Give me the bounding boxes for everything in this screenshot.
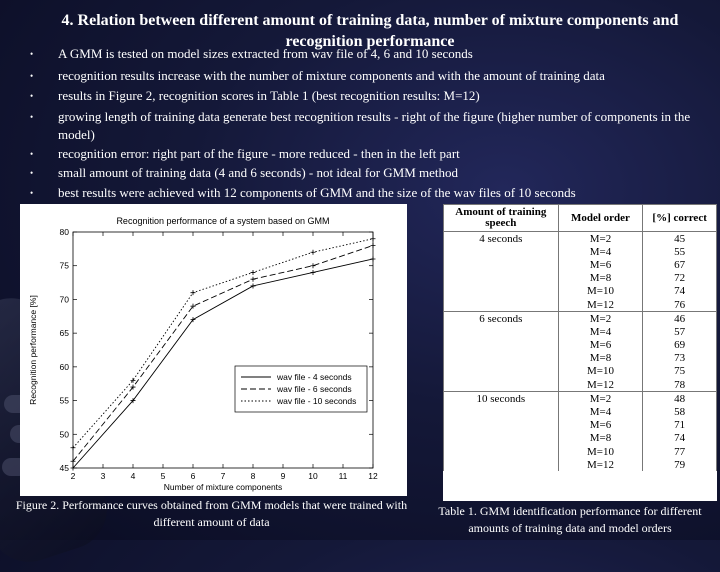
column-header-percent-correct: [%] correct [643, 205, 717, 232]
cell-training-amount: 4 seconds [444, 232, 559, 246]
cell-training-amount [444, 445, 559, 458]
cell-model-order: M=10 [558, 445, 643, 458]
table-row [444, 352, 717, 365]
cell-training-amount: 6 seconds [444, 312, 559, 326]
table-row [444, 245, 717, 258]
cell-model-order: M=6 [558, 339, 643, 352]
bullet-dot: • [30, 91, 34, 101]
x-tick-label: 6 [190, 471, 196, 481]
cell-training-amount [444, 339, 559, 352]
cell-training-amount [444, 258, 559, 271]
cell-model-order: M=8 [558, 272, 643, 285]
plot-frame [73, 232, 373, 468]
cell-model-order: M=6 [558, 258, 643, 271]
cell-model-order: M=2 [558, 392, 643, 406]
table-row [444, 339, 717, 352]
y-tick-label: 45 [59, 463, 69, 473]
bullet-item [28, 145, 460, 163]
bullet-dot: • [30, 188, 34, 198]
cell-model-order: M=12 [558, 298, 643, 312]
legend-label: wav file - 10 seconds [277, 396, 357, 406]
table-row [444, 405, 717, 418]
bullet-dot: • [30, 49, 34, 59]
table-row [444, 392, 717, 406]
cell-model-order: M=8 [558, 432, 643, 445]
bullet-text: best results were achieved with 12 components of GMM and the size of the wav files of 10 seconds [58, 185, 576, 200]
chart-title: Recognition performance of a system based on GMM [116, 216, 330, 226]
bullet-text: recognition error: right part of the figure - more reduced - then in the left part [58, 146, 460, 161]
x-tick-label: 3 [100, 471, 106, 481]
table-caption: Table 1. GMM identification performance for different amounts of training data and model orders [438, 504, 702, 535]
table-row [444, 258, 717, 271]
cell-training-amount [444, 352, 559, 365]
cell-model-order: M=10 [558, 365, 643, 378]
cell-training-amount [444, 365, 559, 378]
bullet-text: small amount of training data (4 and 6 seconds) - not ideal for GMM method [58, 165, 459, 180]
cell-model-order: M=4 [558, 325, 643, 338]
cell-percent-correct: 46 [643, 312, 717, 326]
x-tick-label: 5 [160, 471, 166, 481]
cell-percent-correct: 58 [643, 405, 717, 418]
table-row [444, 312, 717, 326]
cell-training-amount [444, 419, 559, 432]
bullet-text: growing length of training data generate best recognition results - right of the figure (higher number of components in the model) [58, 109, 691, 142]
y-tick-label: 75 [59, 260, 69, 271]
table-row [444, 365, 717, 378]
column-header-model-order: Model order [558, 205, 643, 232]
cell-percent-correct: 57 [643, 325, 717, 338]
cell-percent-correct: 48 [643, 392, 717, 406]
table-row [444, 419, 717, 432]
x-tick-label: 4 [130, 471, 136, 481]
table-row [444, 378, 717, 392]
bullet-item [28, 164, 458, 182]
y-tick-label: 50 [59, 429, 69, 440]
table-row [444, 432, 717, 445]
cell-model-order: M=4 [558, 245, 643, 258]
cell-percent-correct: 79 [643, 458, 717, 471]
cell-model-order: M=10 [558, 285, 643, 298]
bullet-text: recognition results increase with the number of mixture components and with the amount of training data [58, 68, 605, 83]
table-row [444, 272, 717, 285]
slide-title: 4. Relation between different amount of training data, number of mixture components and recognition performance [61, 12, 679, 50]
bullet-item [28, 108, 718, 144]
cell-model-order: M=12 [558, 458, 643, 471]
cell-percent-correct: 76 [643, 298, 717, 312]
cell-training-amount [444, 378, 559, 392]
bullet-dot: • [30, 71, 34, 81]
cell-percent-correct: 78 [643, 378, 717, 392]
table-row [444, 232, 717, 246]
bullet-dot: • [30, 112, 34, 122]
cell-percent-correct: 71 [643, 419, 717, 432]
table-header-row [444, 205, 717, 232]
y-tick-label: 65 [59, 328, 69, 339]
x-tick-label: 12 [368, 471, 378, 481]
results-table-container [443, 204, 717, 501]
cell-percent-correct: 74 [643, 285, 717, 298]
cell-model-order: M=2 [558, 312, 643, 326]
table-row [444, 445, 717, 458]
cell-percent-correct: 45 [643, 232, 717, 246]
cell-model-order: M=2 [558, 232, 643, 246]
table-row [444, 285, 717, 298]
cell-percent-correct: 75 [643, 365, 717, 378]
y-tick-label: 55 [59, 395, 69, 406]
cell-model-order: M=4 [558, 405, 643, 418]
cell-percent-correct: 69 [643, 339, 717, 352]
bullet-item [28, 67, 605, 85]
cell-training-amount: 10 seconds [444, 392, 559, 406]
chart-canvas [20, 204, 407, 496]
x-tick-label: 8 [250, 471, 256, 481]
cell-percent-correct: 74 [643, 432, 717, 445]
bullet-text: A GMM is tested on model sizes extracted from wav file of 4, 6 and 10 seconds [58, 46, 473, 61]
cell-model-order: M=12 [558, 378, 643, 392]
table-body [444, 232, 717, 472]
bullet-dot: • [30, 149, 34, 159]
x-axis-label: Number of mixture components [163, 482, 283, 492]
x-tick-label: 7 [220, 471, 226, 481]
cell-percent-correct: 67 [643, 258, 717, 271]
figure-caption: Figure 2. Performance curves obtained from GMM models that were trained with different amount of data [15, 498, 408, 529]
cell-percent-correct: 77 [643, 445, 717, 458]
cell-training-amount [444, 458, 559, 471]
table-row [444, 325, 717, 338]
table-row [444, 458, 717, 471]
bullet-item [28, 45, 473, 63]
cell-training-amount [444, 298, 559, 312]
legend-label: wav file - 6 seconds [277, 384, 352, 394]
bullet-text: results in Figure 2, recognition scores in Table 1 (best recognition results: M=12) [58, 88, 480, 103]
y-tick-label: 70 [59, 294, 69, 305]
cell-training-amount [444, 285, 559, 298]
y-tick-label: 60 [59, 361, 69, 372]
cell-percent-correct: 73 [643, 352, 717, 365]
cell-percent-correct: 55 [643, 245, 717, 258]
bullet-dot: • [30, 168, 34, 178]
table-row [444, 298, 717, 312]
results-table [443, 204, 717, 471]
legend-label: wav file - 4 seconds [277, 372, 352, 382]
cell-percent-correct: 72 [643, 272, 717, 285]
cell-model-order: M=6 [558, 419, 643, 432]
performance-chart [20, 204, 407, 496]
x-tick-label: 2 [70, 471, 76, 481]
bullet-item [28, 87, 480, 105]
cell-training-amount [444, 272, 559, 285]
cell-training-amount [444, 245, 559, 258]
cell-model-order: M=8 [558, 352, 643, 365]
column-header-amount: Amount of training speech [444, 205, 559, 232]
y-axis-label: Recognition performance [%] [28, 295, 38, 405]
x-tick-label: 11 [338, 471, 348, 481]
x-tick-label: 9 [280, 471, 286, 481]
cell-training-amount [444, 432, 559, 445]
cell-training-amount [444, 325, 559, 338]
cell-training-amount [444, 405, 559, 418]
x-tick-label: 10 [308, 471, 318, 481]
bullet-item [28, 184, 576, 202]
y-tick-label: 80 [59, 227, 69, 237]
